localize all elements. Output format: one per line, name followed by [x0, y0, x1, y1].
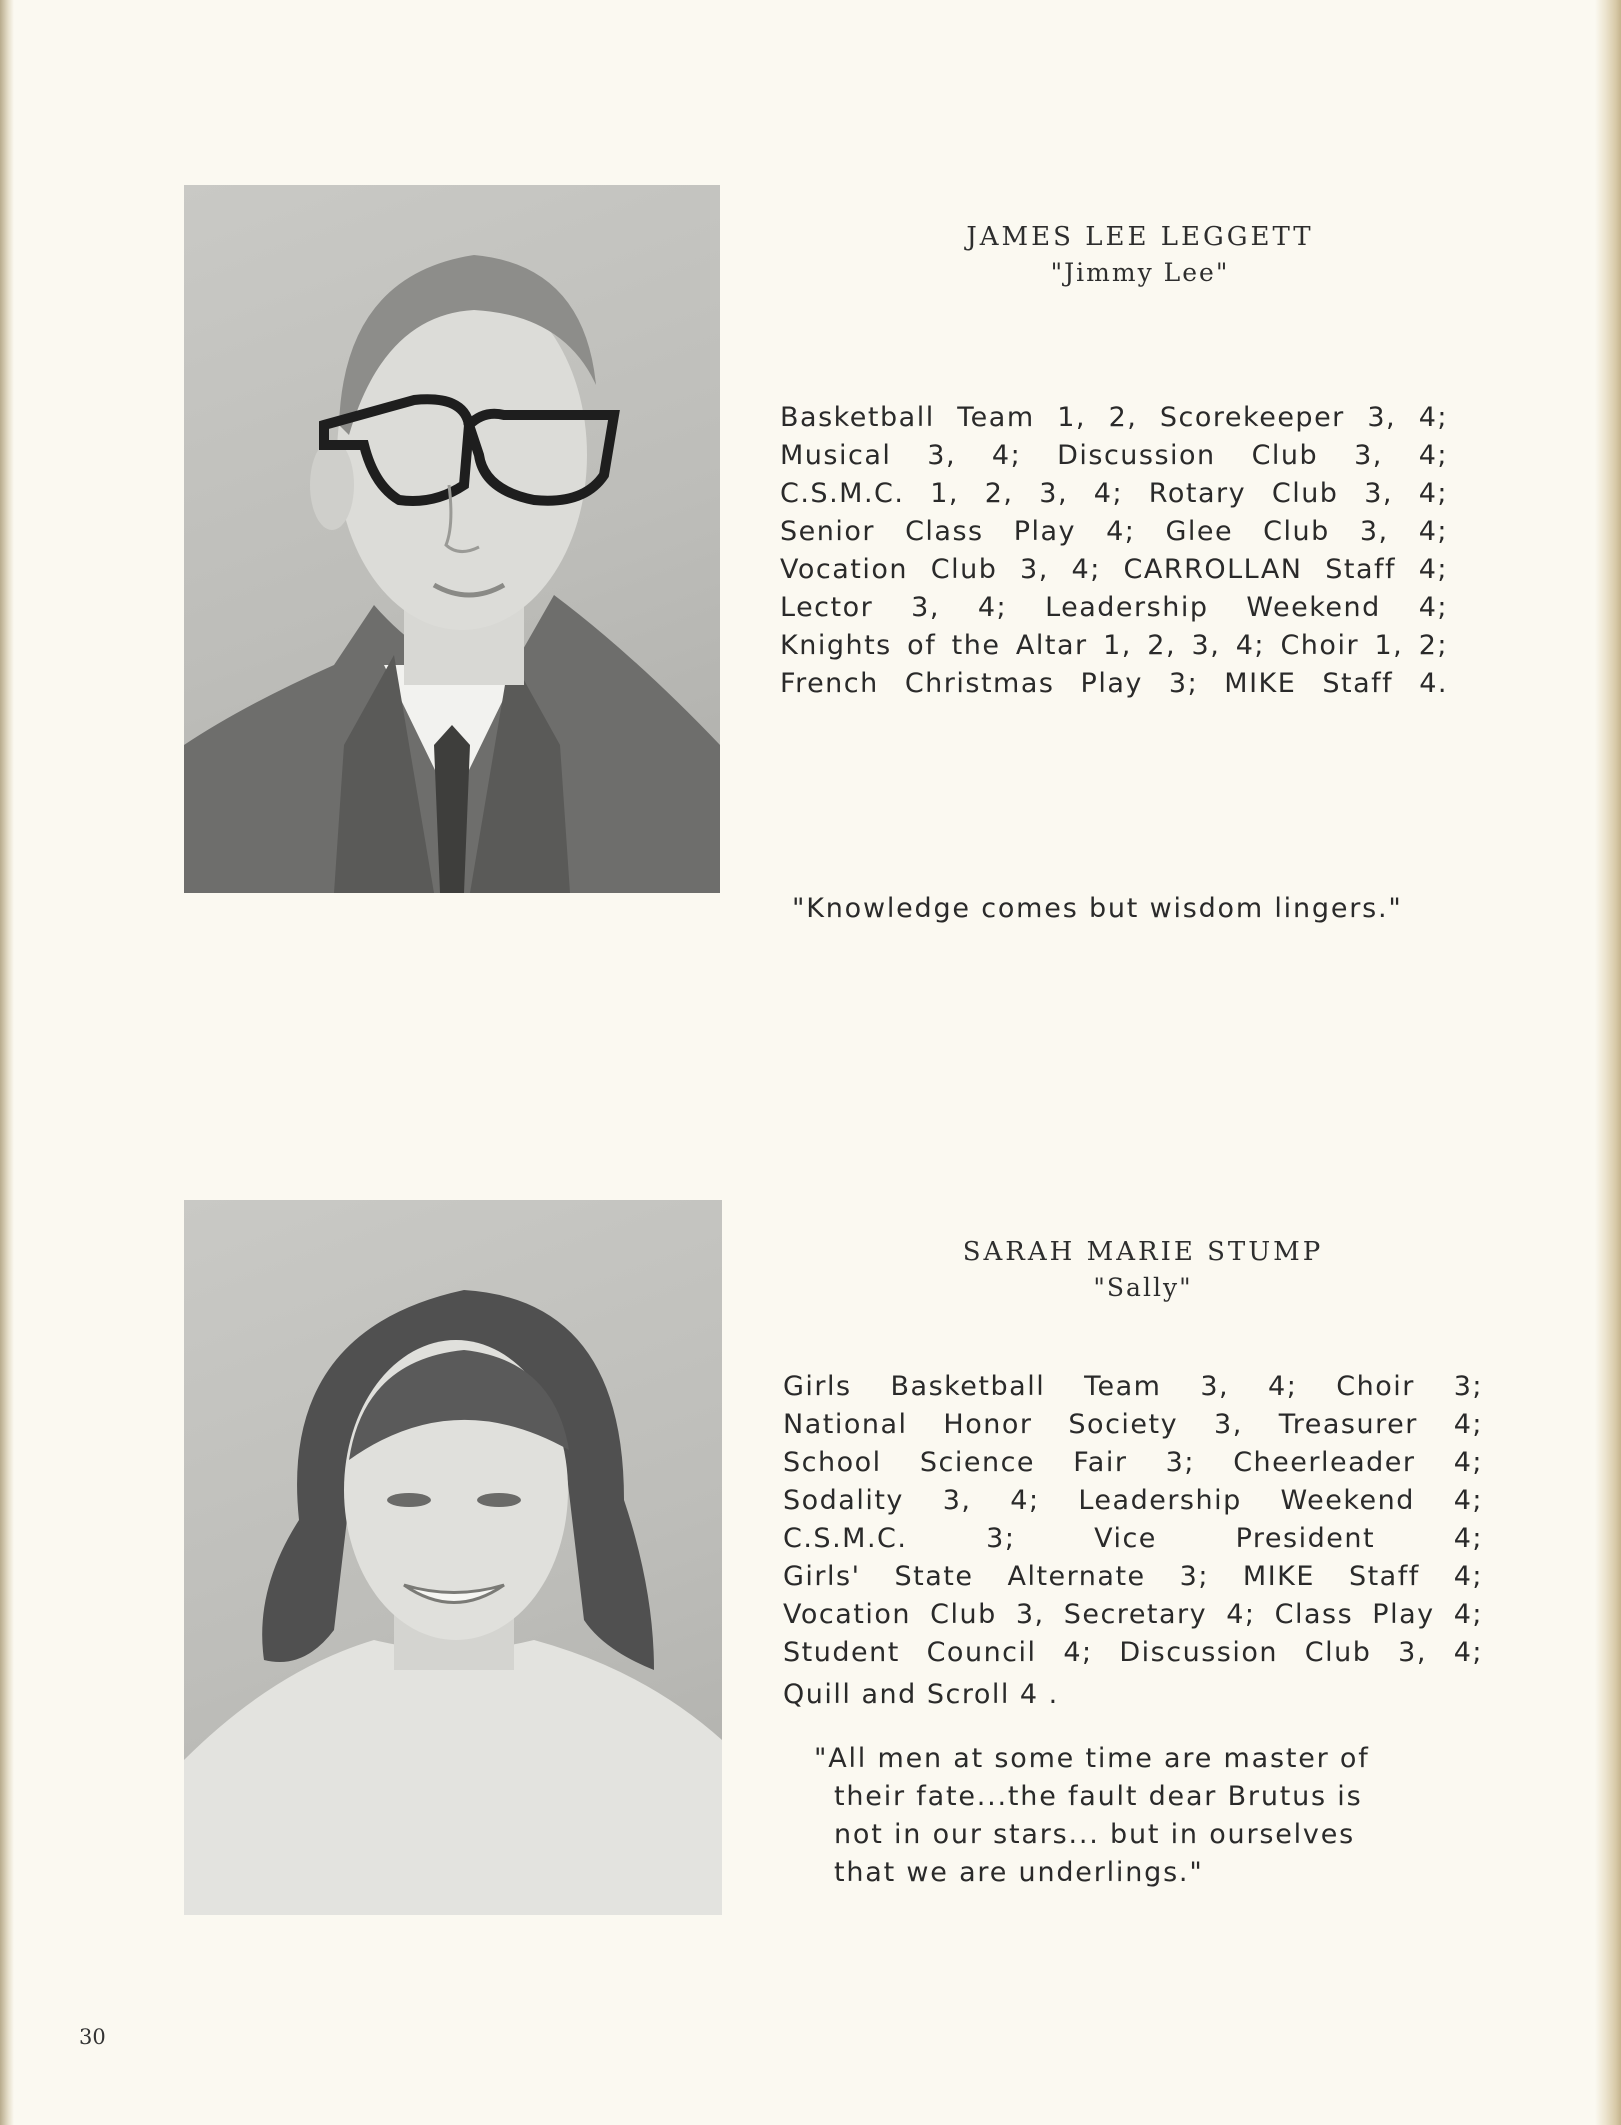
- senior-quote: [792, 890, 1403, 928]
- activity-line: French Christmas Play 3; MIKE Staff 4.: [780, 668, 1448, 699]
- activity-line: Musical 3, 4; Discussion Club 3, 4;: [780, 440, 1448, 471]
- activity-line: C.S.M.C. 1, 2, 3, 4; Rotary Club 3, 4;: [780, 478, 1448, 509]
- activity-line: National Honor Society 3, Treasurer 4;: [783, 1409, 1483, 1440]
- activity-line: Lector 3, 4; Leadership Weekend 4;: [780, 592, 1448, 623]
- quote-line: not in our stars... but in ourselves: [834, 1819, 1355, 1850]
- activity-line: Vocation Club 3, 4; CARROLLAN Staff 4;: [780, 554, 1448, 585]
- portrait-photo-sarah-stump: [184, 1200, 722, 1915]
- quote-line: that we are underlings.": [834, 1857, 1204, 1888]
- page-binding-edge: [0, 0, 14, 2125]
- quote-line: their fate...the fault dear Brutus is: [834, 1781, 1363, 1812]
- activity-line: School Science Fair 3; Cheerleader 4;: [783, 1447, 1483, 1478]
- page-number: 30: [79, 2025, 106, 2049]
- activity-line: Vocation Club 3, Secretary 4; Class Play 4;: [783, 1599, 1483, 1630]
- activity-line: C.S.M.C. 3; Vice President 4;: [783, 1523, 1483, 1554]
- student-name: JAMES LEE LEGGETT: [966, 222, 1314, 252]
- activity-line: Student Council 4; Discussion Club 3, 4;: [783, 1637, 1483, 1668]
- quote-line: "Knowledge comes but wisdom lingers.": [792, 893, 1403, 924]
- student-nickname: "Sally": [1093, 1273, 1193, 1302]
- activity-line: Sodality 3, 4; Leadership Weekend 4;: [783, 1485, 1483, 1516]
- activities-list: [783, 1368, 1483, 1714]
- activity-line: Knights of the Altar 1, 2, 3, 4; Choir 1, 2;: [780, 630, 1448, 661]
- student-name: SARAH MARIE STUMP: [962, 1237, 1324, 1267]
- activity-line: Quill and Scroll 4 .: [783, 1679, 1059, 1710]
- page-outer-edge: [1595, 0, 1621, 2125]
- portrait-photo-james-leggett: [184, 185, 720, 893]
- student-nickname: "Jimmy Lee": [1050, 258, 1230, 287]
- activity-line: Senior Class Play 4; Glee Club 3, 4;: [780, 516, 1448, 547]
- activity-line: Basketball Team 1, 2, Scorekeeper 3, 4;: [780, 402, 1448, 433]
- activities-list: [780, 399, 1448, 703]
- senior-quote: [814, 1740, 1370, 1892]
- quote-line: "All men at some time are master of: [814, 1743, 1370, 1774]
- activity-line: Girls' State Alternate 3; MIKE Staff 4;: [783, 1561, 1483, 1592]
- activity-line: Girls Basketball Team 3, 4; Choir 3;: [783, 1371, 1483, 1402]
